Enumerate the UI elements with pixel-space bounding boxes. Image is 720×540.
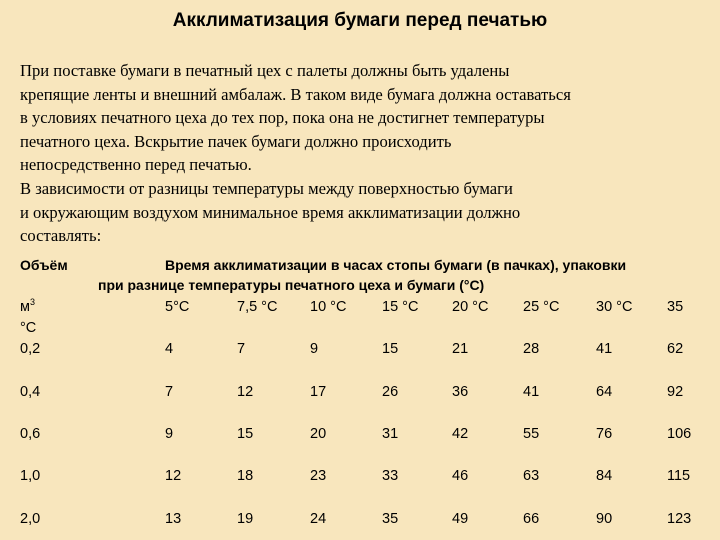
temperature-header-cell: 5°C: [165, 299, 190, 315]
time-value-cell: 31: [382, 426, 399, 442]
time-value-cell: 20: [310, 426, 327, 442]
time-value-cell: 9: [310, 341, 319, 357]
time-header-line2: при разнице температуры печатного цеха и бумаги (°C): [98, 277, 485, 293]
temperature-header-cell: 15 °C: [382, 299, 419, 315]
time-value-cell: 26: [382, 384, 399, 400]
time-value-cell: 9: [165, 426, 174, 442]
time-value-cell: 55: [523, 426, 540, 442]
time-value-cell: 28: [523, 341, 540, 357]
paragraph-line: и окружающим воздухом минимальное время акклиматизации должно: [20, 202, 521, 222]
time-value-cell: 92: [667, 384, 684, 400]
time-value-cell: 41: [596, 341, 613, 357]
time-value-cell: 49: [452, 511, 469, 527]
paragraph-line: непосредственно перед печатью.: [20, 155, 252, 175]
time-value-cell: 115: [667, 468, 691, 484]
time-value-cell: 106: [667, 426, 692, 442]
time-value-cell: 23: [310, 468, 327, 484]
unit-celsius: °C: [20, 320, 37, 336]
time-value-cell: 15: [237, 426, 254, 442]
paragraph-line: крепящие ленты и внешний амбалаж. В таком виде бумага должна оставаться: [20, 84, 571, 104]
time-value-cell: 4: [165, 341, 174, 357]
time-value-cell: 24: [310, 511, 327, 527]
time-value-cell: 33: [382, 468, 399, 484]
time-value-cell: 15: [382, 341, 399, 357]
time-value-cell: 46: [452, 468, 469, 484]
time-value-cell: 21: [452, 341, 469, 357]
time-value-cell: 66: [523, 511, 540, 527]
paragraph-line: составлять:: [20, 226, 102, 246]
paragraph-line: печатного цеха. Вскрытие пачек бумаги должно происходить: [20, 131, 452, 151]
temperature-header-cell: 20 °C: [452, 299, 489, 315]
temperature-header-cell: 7,5 °C: [237, 299, 278, 315]
time-value-cell: 7: [165, 384, 174, 400]
temperature-header-cell: 30 °C: [596, 299, 633, 315]
temperature-header-cell: 10 °C: [310, 299, 347, 315]
time-value-cell: 7: [237, 341, 246, 357]
volume-cell: 0,2: [20, 341, 41, 357]
time-value-cell: 62: [667, 341, 684, 357]
volume-cell: 0,6: [20, 426, 41, 442]
paragraph-line: В зависимости от разницы температуры между поверхностью бумаги: [20, 178, 513, 198]
time-value-cell: 36: [452, 384, 469, 400]
temperature-header-cell: 35: [667, 299, 684, 315]
time-value-cell: 41: [523, 384, 540, 400]
time-value-cell: 42: [452, 426, 469, 442]
volume-header: Объём: [20, 257, 68, 273]
volume-cell: 1,0: [20, 468, 41, 484]
time-value-cell: 64: [596, 384, 613, 400]
time-value-cell: 63: [523, 468, 540, 484]
temperature-header-cell: 25 °C: [523, 299, 560, 315]
intro-paragraph: [20, 59, 710, 248]
volume-cell: 2,0: [20, 511, 41, 527]
page-title: Акклиматизация бумаги перед печатью: [172, 10, 548, 31]
time-value-cell: 13: [165, 511, 182, 527]
time-value-cell: 123: [667, 511, 692, 527]
unit-superscript: 3: [29, 297, 35, 308]
time-value-cell: 84: [596, 468, 613, 484]
time-value-cell: 35: [382, 511, 399, 527]
unit-m: м: [20, 299, 30, 315]
time-value-cell: 12: [165, 468, 182, 484]
unit-label: [20, 299, 35, 315]
time-value-cell: 17: [310, 384, 327, 400]
paragraph-line: При поставке бумаги в печатный цех с палеты должны быть удалены: [20, 61, 510, 80]
volume-cell: 0,4: [20, 384, 41, 400]
time-value-cell: 19: [237, 511, 254, 527]
time-value-cell: 90: [596, 511, 613, 527]
time-header-line1: Время акклиматизации в часах стопы бумаги (в пачках), упаковки: [165, 257, 627, 273]
paragraph-line: в условиях печатного цеха до тех пор, пока она не достигнет температуры: [20, 108, 545, 128]
time-value-cell: 76: [596, 426, 613, 442]
time-value-cell: 18: [237, 468, 254, 484]
time-value-cell: 12: [237, 384, 254, 400]
